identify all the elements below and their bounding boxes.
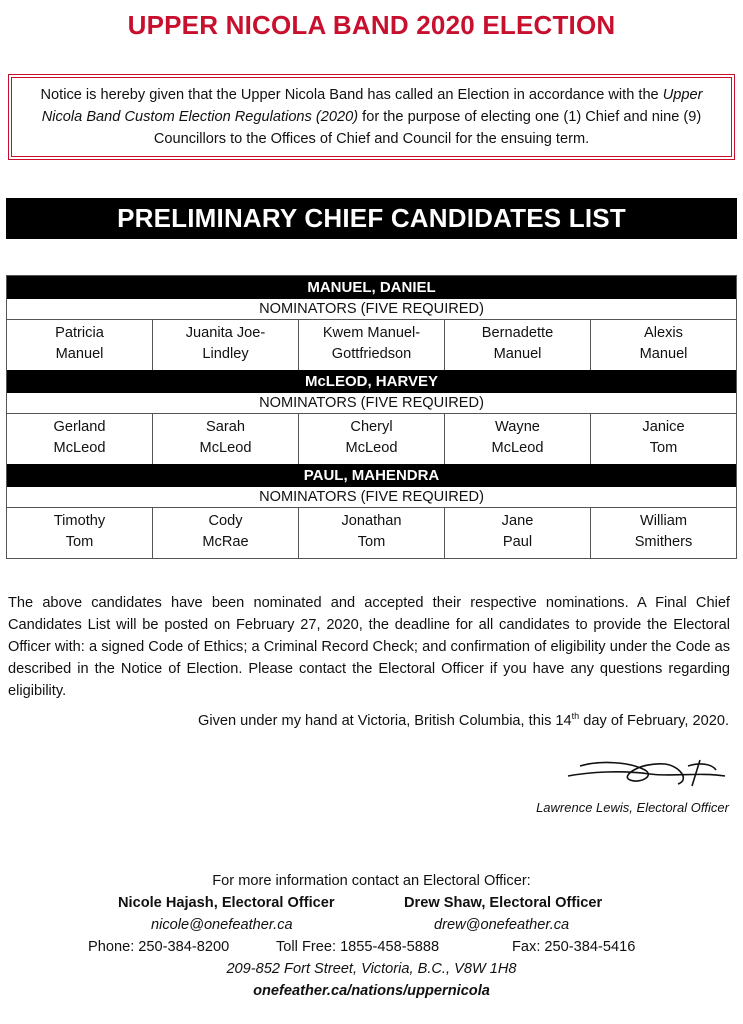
signature-image xyxy=(560,752,730,792)
officer-1-email[interactable]: nicole@onefeather.ca xyxy=(151,917,293,933)
contact-section xyxy=(0,870,743,1002)
nominators-label: NOMINATORS (FIVE REQUIRED) xyxy=(7,393,736,414)
website-link[interactable]: onefeather.ca/nations/uppernicola xyxy=(253,983,490,999)
nominators-label: NOMINATORS (FIVE REQUIRED) xyxy=(7,487,736,508)
nominator-cell: Janice Tom xyxy=(642,419,685,456)
nominator-cell: William Smithers xyxy=(634,513,693,550)
notice-text xyxy=(11,77,732,157)
nominator-cell: Juanita Joe- Lindley xyxy=(153,320,299,370)
officer-1-name: Nicole Hajash, Electoral Officer xyxy=(118,895,335,911)
phone-number: Phone: 250-384-8200 xyxy=(88,939,230,955)
address: 209-852 Fort Street, Victoria, B.C., V8W 1H8 xyxy=(226,961,517,977)
nominators-row xyxy=(7,320,736,370)
nominators-row xyxy=(7,414,736,464)
candidates-paragraph: The above candidates have been nominated and accepted their respective nominations. A Final Chief Candidates List will be posted on February 27, 2020, the deadline for all candidates to provide the Electoral Officer with: a signed Code of Ethics; a Criminal Record Check; and confirmation of eligibility under the Code as described in the Notice of Election. Please contact the Electoral Officer if you have any questions regarding eligibility. xyxy=(8,595,730,699)
nominator-cell: Patricia Manuel xyxy=(7,320,153,370)
nominator-cell: Timothy Tom xyxy=(7,508,153,558)
candidate-name: McLEOD, HARVEY xyxy=(7,370,736,393)
emails-row xyxy=(0,914,743,936)
notice-box xyxy=(8,74,735,160)
nominator-cell: Cheryl McLeod xyxy=(299,414,445,464)
officer-2-email[interactable]: drew@onefeather.ca xyxy=(434,917,570,933)
candidates-list-banner: PRELIMINARY CHIEF CANDIDATES LIST xyxy=(6,198,737,239)
candidates-table xyxy=(6,275,737,559)
given-under-hand: Given under my hand at Victoria, British Columbia, this 14th day of February, 2020. xyxy=(197,711,729,729)
officer-2-name: Drew Shaw, Electoral Officer xyxy=(404,895,603,911)
notice-regulation-title: Upper Nicola Band Custom Election Regulations (2020) xyxy=(41,87,703,125)
nominator-cell: Jane Paul xyxy=(445,508,591,558)
nominator-cell: Cody McRae xyxy=(153,508,299,558)
officers-row xyxy=(0,892,743,914)
nominator-cell: Kwem Manuel- Gottfriedson xyxy=(299,320,445,370)
candidate-name: MANUEL, DANIEL xyxy=(7,276,736,299)
phone-row xyxy=(0,936,743,958)
nominator-cell: Bernadette Manuel xyxy=(445,320,591,370)
contact-heading: For more information contact an Electoral Officer: xyxy=(212,873,531,889)
candidate-name: PAUL, MAHENDRA xyxy=(7,464,736,487)
fax-number: Fax: 250-384-5416 xyxy=(512,939,636,955)
nominator-cell: Gerland McLeod xyxy=(7,414,153,464)
nominator-cell: Wayne McLeod xyxy=(445,414,591,464)
document-title: UPPER NICOLA BAND 2020 ELECTION xyxy=(127,10,616,40)
nominator-cell: Sarah McLeod xyxy=(153,414,299,464)
toll-free-number: Toll Free: 1855-458-5888 xyxy=(276,939,440,955)
nominators-label: NOMINATORS (FIVE REQUIRED) xyxy=(7,299,736,320)
signer-name: Lawrence Lewis, Electoral Officer xyxy=(536,800,729,815)
notice-part1: Notice is hereby given that the Upper Nicola Band has called an Election in accordance with the xyxy=(40,87,663,103)
nominator-cell: Alexis Manuel xyxy=(639,325,688,362)
notice-part2: for the purpose of electing one (1) Chief and nine (9) Councillors to the Offices of Chief and Council for the ensuing term. xyxy=(153,109,702,147)
nominator-cell: Jonathan Tom xyxy=(299,508,445,558)
nominators-row xyxy=(7,508,736,558)
